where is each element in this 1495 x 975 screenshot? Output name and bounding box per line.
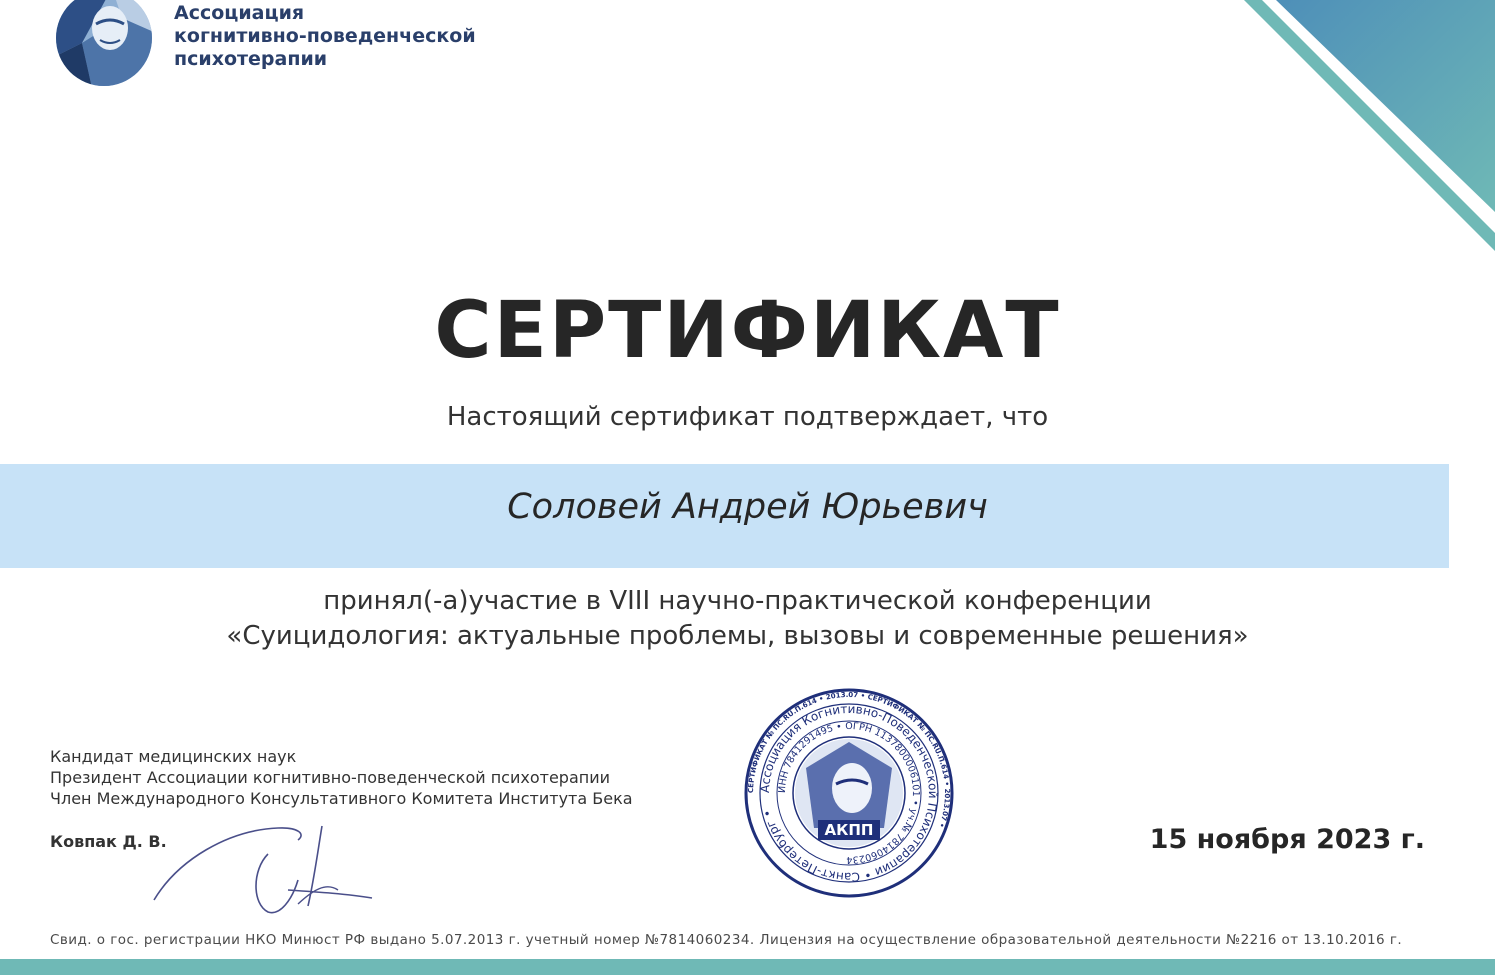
portrait-logo-icon	[52, 0, 156, 88]
organization-name-line: когнитивно-поведенческой	[174, 25, 476, 47]
credential-line: Президент Ассоциации когнитивно-поведенческой психотерапии	[50, 768, 611, 787]
registration-footer: Свид. о гос. регистрации НКО Минюст РФ выдано 5.07.2013 г. учетный номер №7814060234. Лицензия на осуществление образовательной деятельности №2216 от 13.10.2016 г.	[50, 932, 1403, 948]
credential-line: Член Международного Консультативного Комитета Института Бека	[50, 789, 633, 808]
participation-line: принял(-а)участие в VIII научно-практической конференции	[323, 586, 1152, 616]
stamp-inner-ring-text: ИНН 7841291495 • ОГРН 1137800006101 • уч.№ 7814060234	[776, 720, 922, 866]
issue-date: 15 ноября 2023 г.	[1149, 824, 1425, 855]
signatory-credentials	[50, 746, 690, 809]
bottom-accent-bar	[0, 959, 1495, 975]
organization-stamp	[744, 688, 954, 898]
organization-name	[174, 2, 494, 71]
participation-text	[0, 584, 1475, 654]
stamp-center-label: АКПП	[824, 821, 874, 839]
certificate-title: СЕРТИФИКАТ	[434, 286, 1061, 376]
organization-name-line: Ассоциация	[174, 2, 305, 24]
stamp-middle-ring-text: Ассоциация Когнитивно-Поведенческой Психотерапии • Санкт-Петербург •	[757, 701, 941, 885]
recipient-name: Соловей Андрей Юрьевич	[507, 487, 988, 527]
participation-line: «Суицидология: актуальные проблемы, вызовы и современные решения»	[226, 621, 1249, 651]
organization-name-line: психотерапии	[174, 48, 328, 70]
handwritten-signature	[148, 820, 380, 920]
stamp-outer-ring-text: СЕРТИФИКАТ № ПС.RU.П.614 • 2013.07 • СЕРТИФИКАТ № ПС.RU.П.614 • 2013.07 •	[746, 690, 952, 829]
credential-line: Кандидат медицинских наук	[50, 747, 297, 766]
confirmation-text: Настоящий сертификат подтверждает, что	[446, 402, 1049, 432]
signatory-name: Ковпак Д. В.	[50, 832, 167, 851]
